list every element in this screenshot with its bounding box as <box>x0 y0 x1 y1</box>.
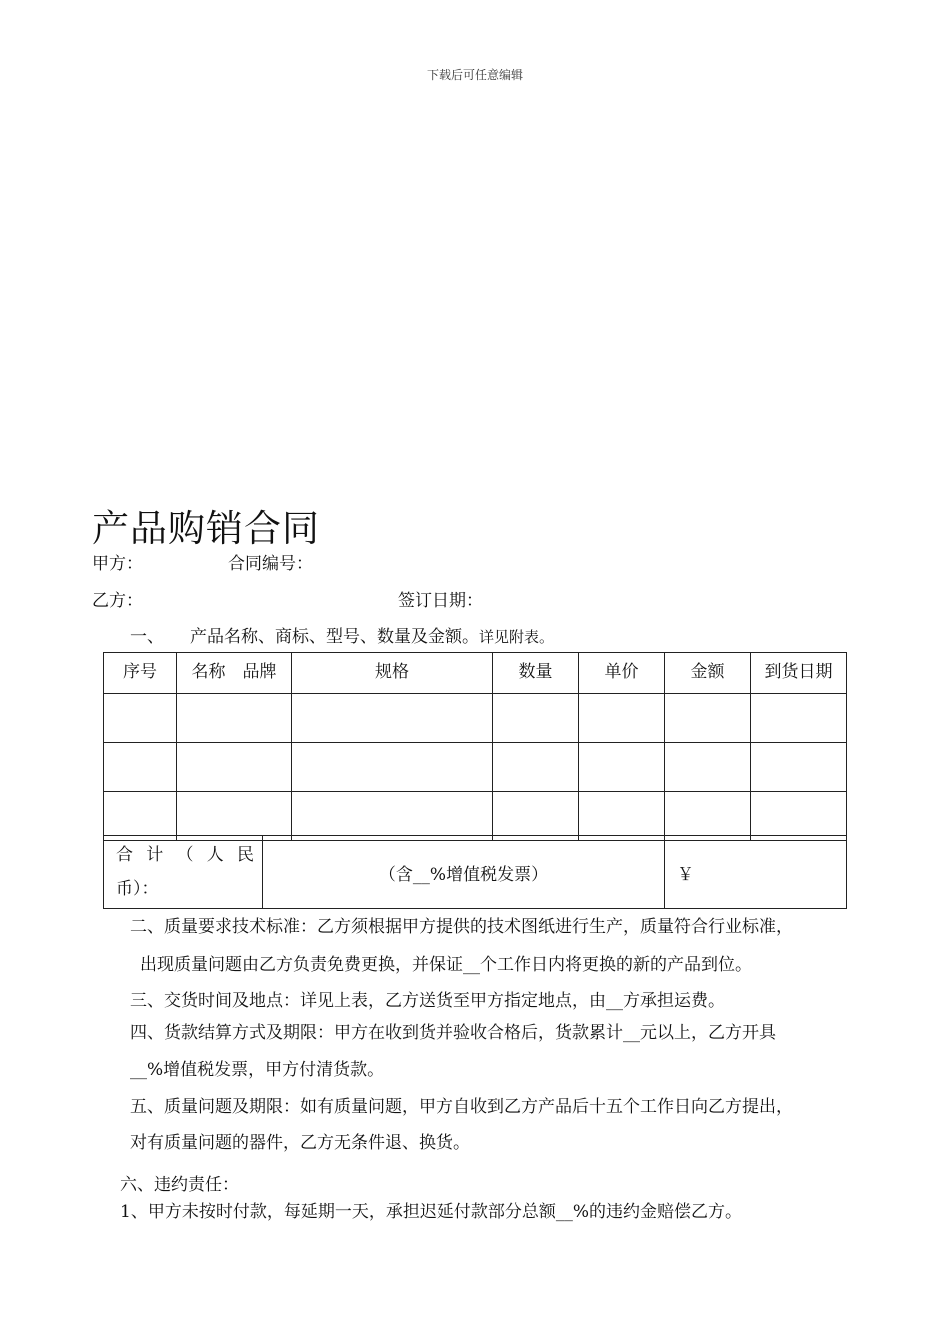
table-cell <box>665 743 751 792</box>
contract-number-label: 合同编号： <box>228 554 313 574</box>
table-cell <box>493 792 579 841</box>
contract-title: 产品购销合同 <box>92 507 320 550</box>
sign-date-label: 签订日期： <box>398 591 483 611</box>
col-header-delivery-date: 到货日期 <box>751 653 847 694</box>
col-header-name-brand: 名称 品牌 <box>177 653 292 694</box>
table-cell <box>177 694 292 743</box>
section-1-note: 详见附表。 <box>479 628 555 646</box>
clause-4-line-2: __%增值税发票，甲方付清货款。 <box>130 1060 385 1080</box>
page-header-note: 下载后可任意编辑 <box>426 68 523 82</box>
table-cell <box>292 743 493 792</box>
table-cell <box>665 694 751 743</box>
clause-3: 三、交货时间及地点：详见上表，乙方送货至甲方指定地点，由__方承担运费。 <box>130 991 725 1011</box>
col-header-amount: 金额 <box>665 653 751 694</box>
total-label-line1: 合 计 （ 人 民 <box>116 845 254 865</box>
table-row <box>104 743 847 792</box>
clause-6-heading: 六、违约责任： <box>120 1175 239 1195</box>
table-cell <box>751 792 847 841</box>
table-cell <box>104 694 177 743</box>
clause-2-line-1: 二、质量要求技术标准：乙方须根据甲方提供的技术图纸进行生产，质量符合行业标准， <box>130 917 793 937</box>
table-cell <box>493 694 579 743</box>
table-cell <box>579 694 665 743</box>
section-1 <box>130 622 554 647</box>
col-header-index: 序号 <box>104 653 177 694</box>
table-cell <box>177 792 292 841</box>
clause-6-item-1: 1、甲方未按时付款，每延期一天，承担迟延付款部分总额__%的违约金赔偿乙方。 <box>120 1202 742 1222</box>
col-header-quantity: 数量 <box>493 653 579 694</box>
clause-5-line-2: 对有质量问题的器件，乙方无条件退、换货。 <box>130 1133 470 1153</box>
total-label-cell <box>104 836 263 909</box>
table-cell <box>292 694 493 743</box>
total-row <box>104 836 847 909</box>
product-table <box>103 652 847 841</box>
table-row <box>104 792 847 841</box>
total-currency-symbol: ￥ <box>665 836 847 909</box>
clause-5-line-1: 五、质量问题及期限：如有质量问题，甲方自收到乙方产品后十五个工作日向乙方提出， <box>130 1097 793 1117</box>
table-cell <box>751 694 847 743</box>
party-b-label: 乙方： <box>92 591 143 611</box>
clause-2-line-2: 出现质量问题由乙方负责免费更换，并保证__个工作日内将更换的新的产品到位。 <box>140 955 752 975</box>
total-tax-note: （含__%增值税发票） <box>263 836 665 909</box>
section-1-number: 一、 <box>130 627 164 647</box>
col-header-unit-price: 单价 <box>579 653 665 694</box>
table-header-row <box>104 653 847 694</box>
clause-4-line-1: 四、货款结算方式及期限：甲方在收到货并验收合格后，货款累计__元以上，乙方开具 <box>130 1023 776 1043</box>
total-table <box>103 835 847 909</box>
table-cell <box>177 743 292 792</box>
party-a-label: 甲方： <box>92 554 143 574</box>
table-cell <box>493 743 579 792</box>
table-cell <box>579 743 665 792</box>
col-header-spec: 规格 <box>292 653 493 694</box>
table-cell <box>751 743 847 792</box>
table-cell <box>665 792 751 841</box>
table-cell <box>104 743 177 792</box>
table-cell <box>292 792 493 841</box>
table-cell <box>104 792 177 841</box>
table-cell <box>579 792 665 841</box>
section-1-text: 产品名称、商标、型号、数量及金额。 <box>190 627 479 647</box>
total-label-line2: 币）： <box>116 879 159 899</box>
table-row <box>104 694 847 743</box>
